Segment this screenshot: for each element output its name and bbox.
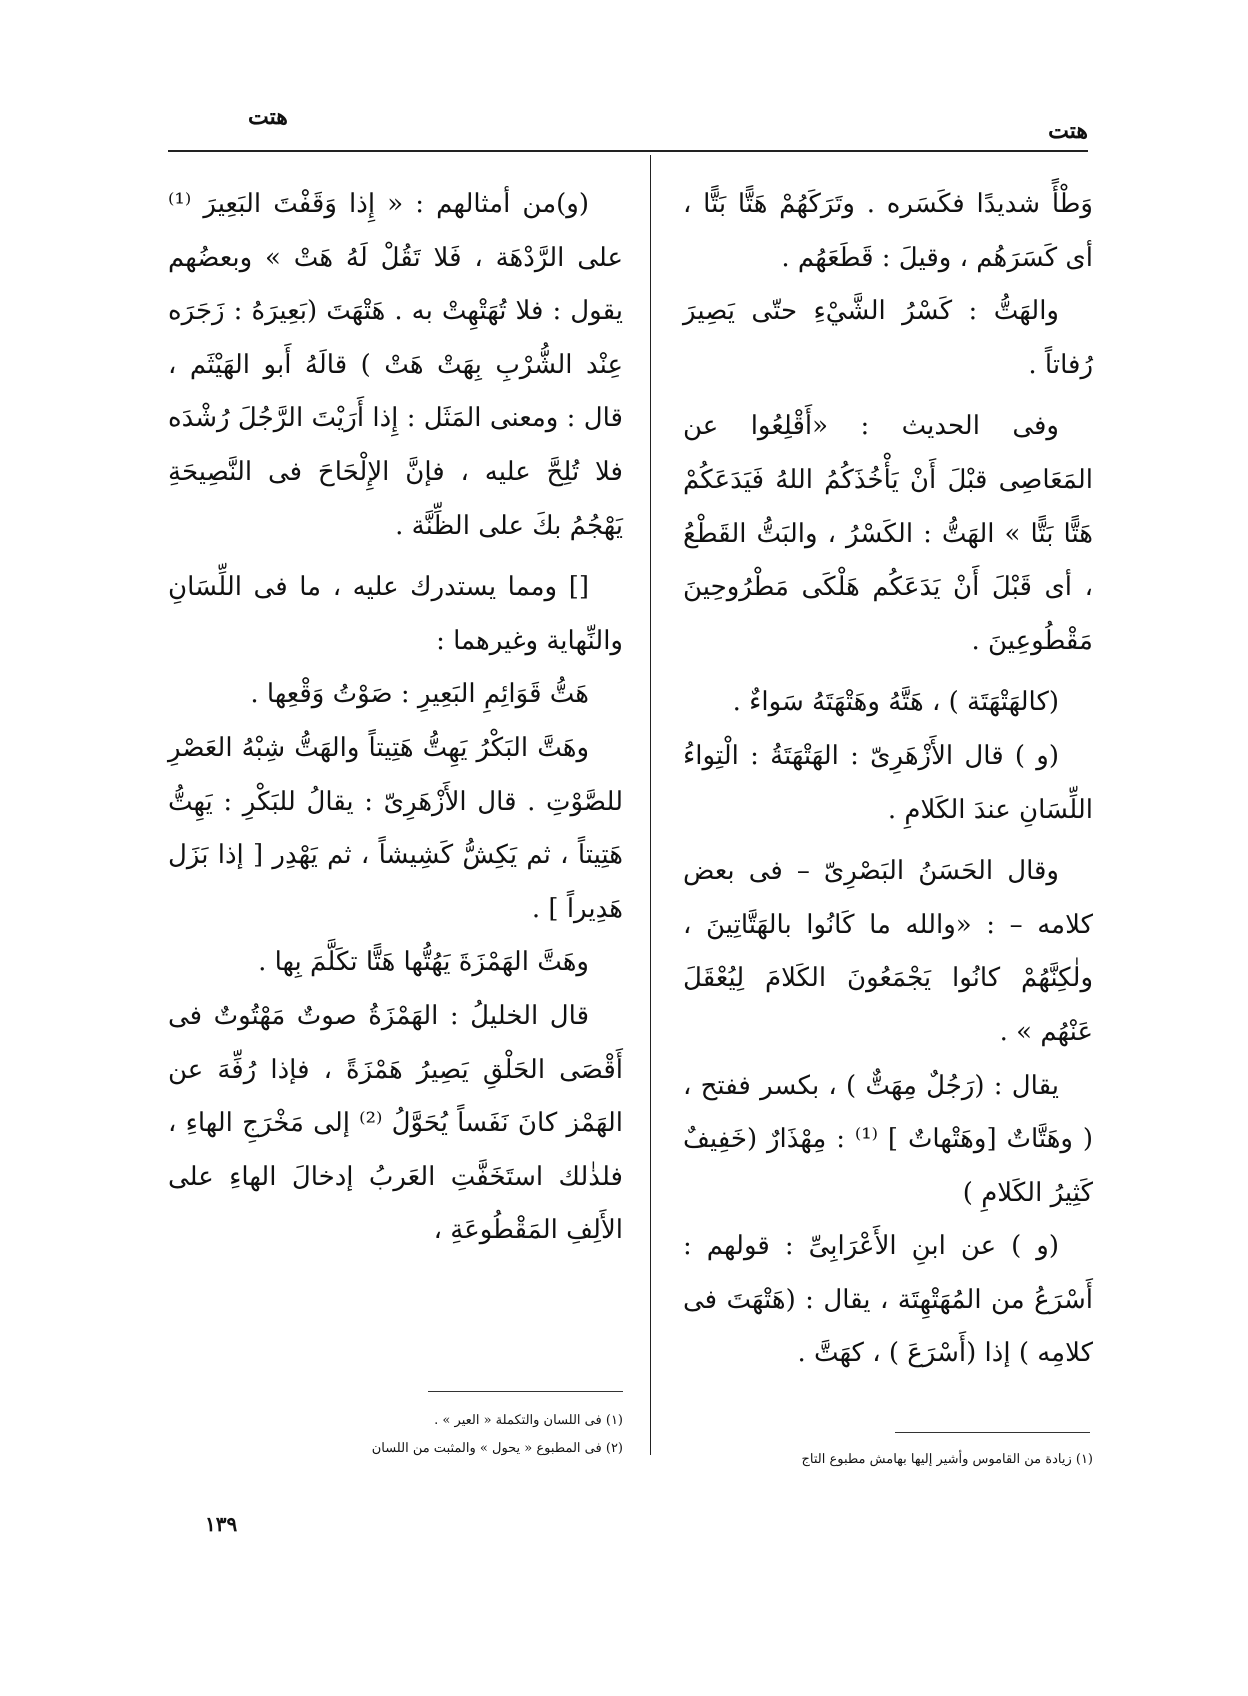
- left-paragraph-3: هَتُّ قَوَائِمِ البَعِيرِ : صَوْتُ وَقْعِها .: [250, 679, 589, 710]
- left-footnotes: [171, 1407, 623, 1463]
- right-footnote-1: (١) زيادة من القاموس وأشير إليها بهامش مطبوع التاج: [801, 1452, 1093, 1467]
- column-divider: [650, 155, 651, 1455]
- right-paragraph-4: (كالهَتْهَتَة ) ، هَتَّهُ وهَتْهَتَهُ سَواءٌ .: [732, 687, 1059, 718]
- page-number: ١٣٩: [205, 1512, 238, 1536]
- left-paragraph-4: وهَتَّ البَكْرُ يَهِتُّ هَتِيتاً والهَتُّ شِبْهُ العَصْرِ للصَّوْتِ . قال الأَزْهَرِىّ : يقالُ للبَكْرِ : يَهِتُّ هَتِيتاً ، ثم يَكِشُّ كَشِيشاً ، ثم يَهْدِر [ إذا بَزَل هَدِيراً ] .: [168, 732, 623, 924]
- footnote-rule-left: [428, 1391, 623, 1392]
- right-column: [683, 178, 1093, 1381]
- header-rule: [168, 150, 1088, 152]
- right-paragraph-6: وقال الحَسَنُ البَصْرِىّ – فى بعض كلامه – : «والله ما كَانُوا بالهَتَّاتِينَ ، ولٰكِنَّهُمْ كانُوا يَجْمَعُونَ الكَلامَ لِيُعْقَلَ عَنْهُم » .: [683, 856, 1093, 1047]
- right-paragraph-2: والهَتُّ : كَسْرُ الشَّيْءِ حتّى يَصِيرَ رُفاتاً .: [683, 296, 1093, 380]
- left-paragraph-1: (و)من أمثالهم : « إِذا وَقَفْتَ البَعِيرَ ⁽¹⁾ على الرَّدْهَة ، فَلا تَقُلْ لَهُ هَتْ » وبعضُهم يقول : فلا تُهَتْهِتْ به . هَتْهَتَ (بَعِيرَهُ : زَجَرَه عِنْد الشُّرْبِ بِهَتْ هَتْ ) قالَهُ أَبو الهَيْثَم ، قال : ومعنى المَثَل : إِذا أَرَيْتَ الرَّجُلَ رُشْدَه فلا تُلِحَّ عليه ، فإنَّ الإِلْحَاحَ فى النَّصِيحَةِ يَهْجُمُ بكَ على الظِّنَّة .: [168, 189, 623, 541]
- footnote-rule-right: [895, 1432, 1090, 1433]
- left-paragraph-6: قال الخليلُ : الهَمْزَةُ صوتٌ مَهْتُوتٌ فى أَقْصَى الحَلْقِ يَصِيرُ هَمْزَةً ، فإذا رُفِّهَ عن الهَمْز كانَ نَفَساً يُحَوَّلُ ⁽²⁾ إلى مَخْرَجِ الهاءِ ، فلذٰلك استَخَفَّتِ العَربُ إدخالَ الهاءِ على الأَلِفِ المَقْطُوعَةِ ،: [168, 1000, 623, 1246]
- right-footnotes: [698, 1446, 1093, 1474]
- left-paragraph-5: وهَتَّ الهَمْزَةَ يَهُتُّها هَتًّا تكَلَّمَ بِها .: [258, 947, 589, 978]
- right-paragraph-8: (و ) عن ابنِ الأَعْرَابِىِّ : قولهم : أَسْرَعُ من المُهَتْهِتَة ، يقال : (هَتْهَتَ فى كلامِه ) إذا (أَسْرَعَ ) ، كهَتَّ .: [683, 1231, 1093, 1369]
- left-column: [168, 178, 623, 1258]
- running-header-right: هتت: [1048, 118, 1088, 144]
- right-paragraph-1: وَطْأً شديدًا فكَسَره . وتَرَكَهُمْ هَتًّا بَتًّا ، أى كَسَرَهُم ، وقيلَ : قَطَعَهُم .: [683, 189, 1093, 273]
- right-paragraph-5: (و ) قال الأَزْهَرِىّ : الهَتْهَتَةُ : الْتِواءُ اللِّسَانِ عندَ الكَلامِ .: [683, 740, 1093, 825]
- running-header-left: هتت: [248, 104, 288, 130]
- right-paragraph-3: وفى الحديث : «أَقْلِعُوا عن المَعَاصِى قبْلَ أَنْ يَأْخُذَكُمُ اللهُ فَيَدَعَكُمْ هَتًّا بَتًّا » الهَتُّ : الكَسْرُ ، والبَتُّ القَطْعُ ، أى قَبْلَ أَنْ يَدَعَكُم هَلْكَى مَطْرُوحِينَ مَقْطُوعِينَ .: [683, 411, 1093, 656]
- left-paragraph-2: [] ومما يستدرك عليه ، ما فى اللِّسَانِ والنِّهاية وغيرهما :: [168, 572, 623, 656]
- left-footnote-2: (٢) فى المطبوع « يحول » والمثبت من اللسان: [371, 1441, 623, 1456]
- left-footnote-1: (١) فى اللسان والتكملة « العير » .: [434, 1413, 623, 1428]
- right-paragraph-7: يقال : (رَجُلٌ مِهَتٌّ ) ، بكسر ففتح ، ( وهَتَّاتٌ [وهَتْهاتٌ ] ⁽¹⁾ : مِهْذَارٌ (خَفِيفٌ كَثِيرُ الكَلامِ ): [683, 1070, 1093, 1208]
